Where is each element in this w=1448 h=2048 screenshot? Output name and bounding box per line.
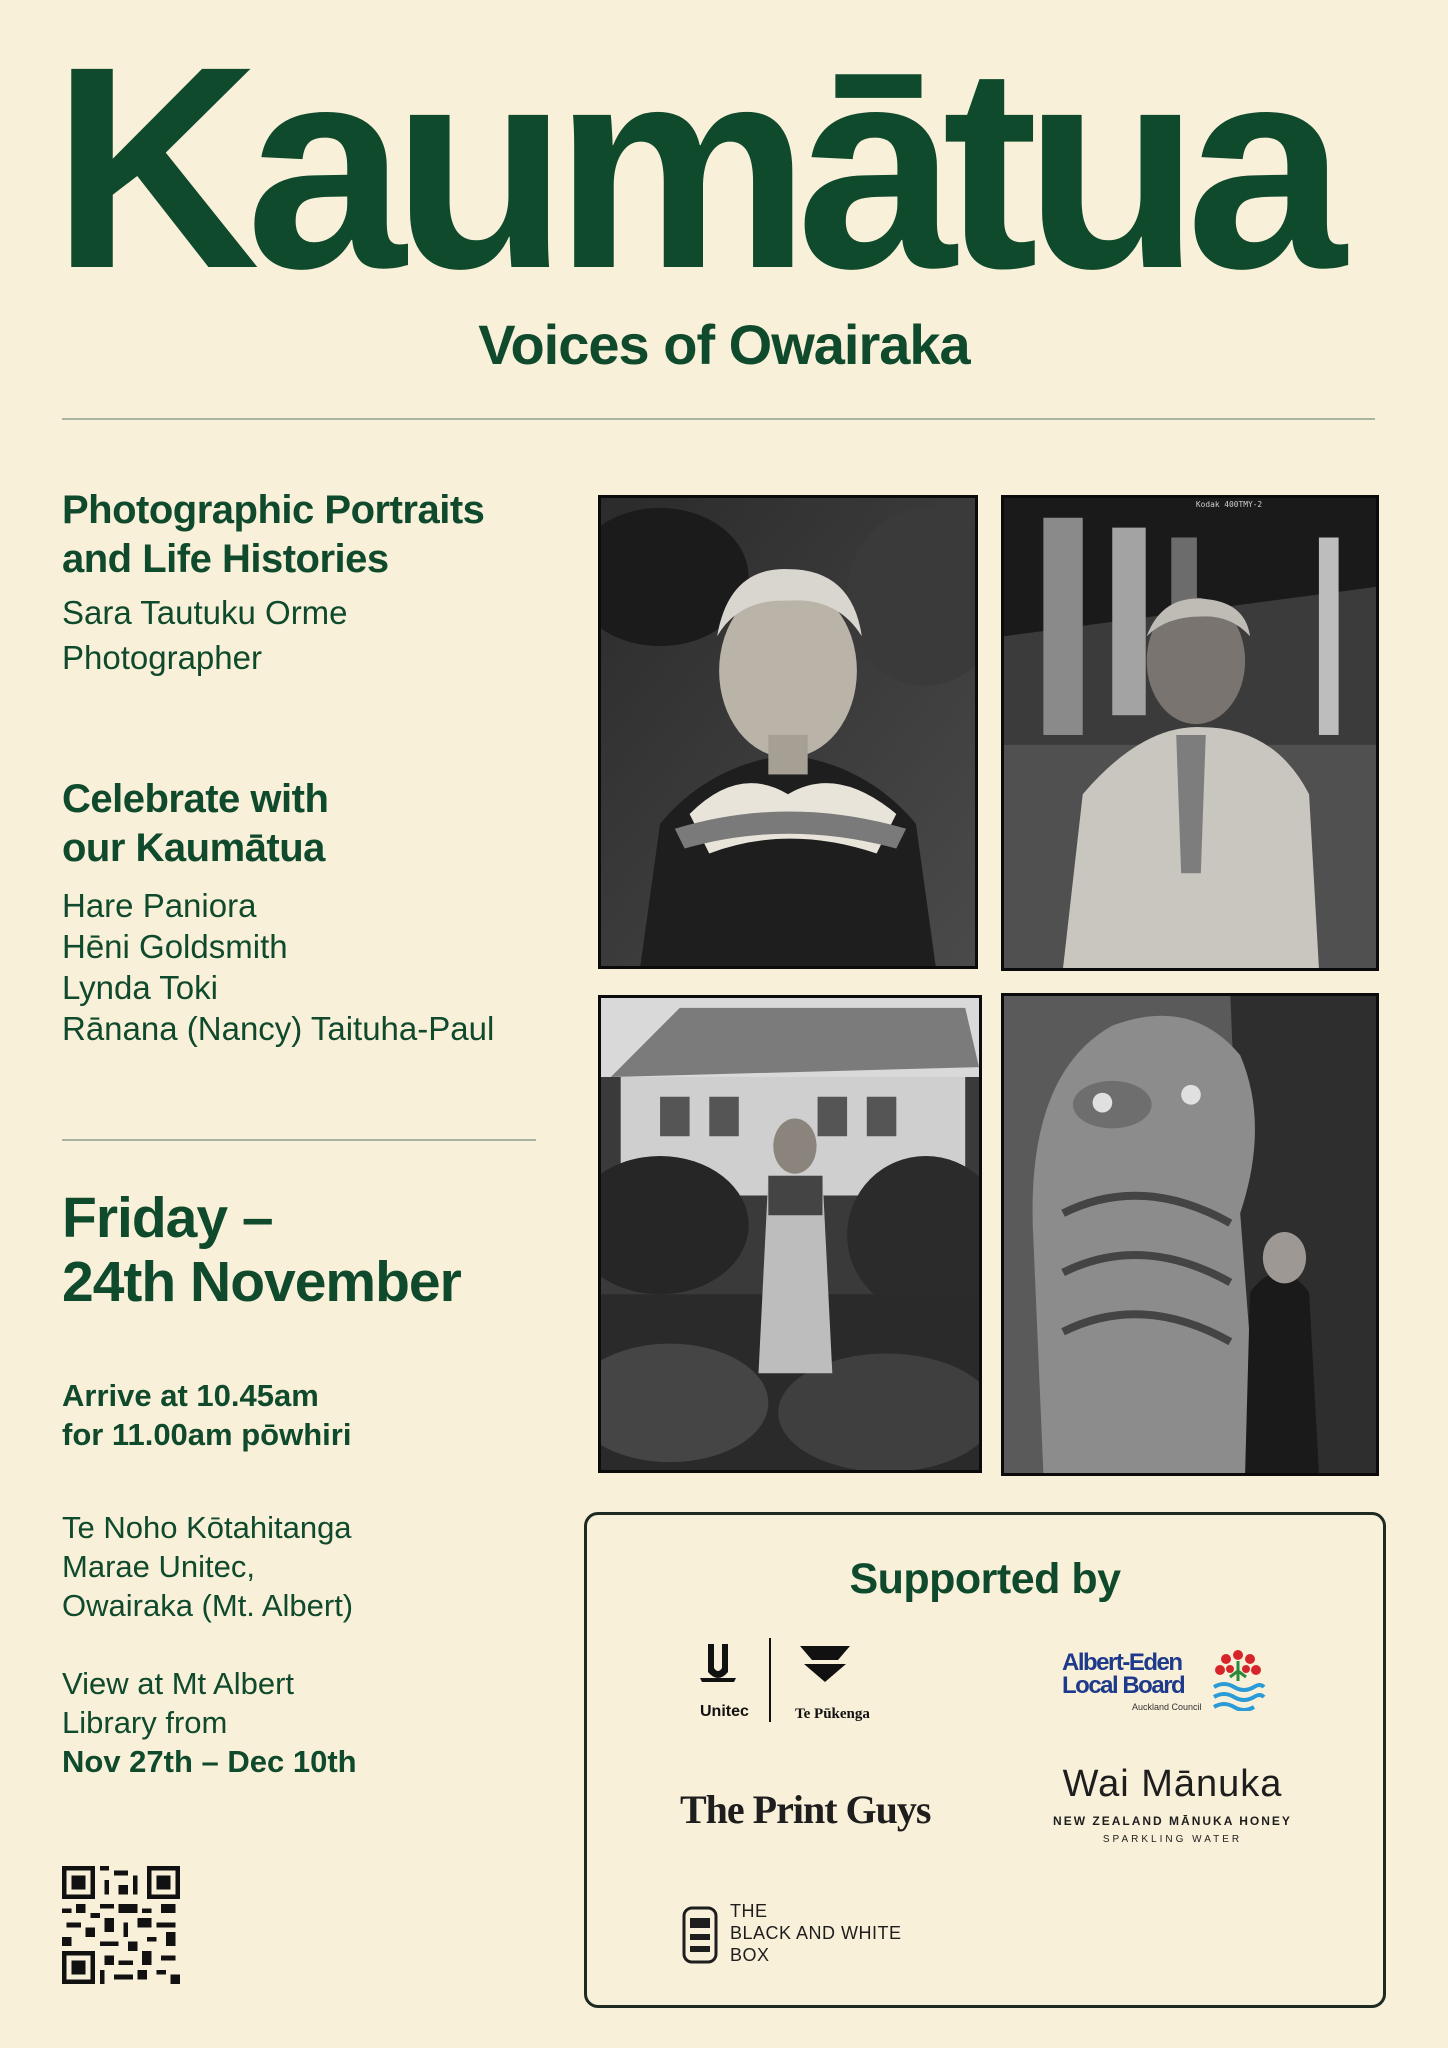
- wai-manuka-wordmark: Wai Mānuka: [1062, 1763, 1283, 1805]
- qr-code[interactable]: [62, 1866, 180, 1984]
- bw-box-line1: THE: [730, 1901, 768, 1921]
- bw-box-line3: BOX: [730, 1945, 770, 1965]
- library-info: [62, 1664, 357, 1781]
- library-line1: View at Mt Albert: [62, 1666, 295, 1701]
- event-date-line1: Friday –: [62, 1186, 273, 1250]
- kaumatua-name: Hare Paniora: [62, 887, 257, 924]
- intro-heading-line2: and Life Histories: [62, 537, 389, 581]
- bw-box-line2: BLACK AND WHITE: [730, 1923, 902, 1943]
- the-print-guys-logo[interactable]: The Print Guys: [680, 1787, 931, 1832]
- auckland-council-label: Auckland Council: [1132, 1702, 1202, 1712]
- arrival-info: [62, 1376, 351, 1454]
- portrait-photo-woman-cloak: [598, 495, 978, 969]
- left-divider: [62, 1139, 536, 1141]
- film-edge-text: Kodak 400TMY-2: [1195, 499, 1263, 509]
- photographer-name: Sara Tautuku Orme: [62, 594, 348, 631]
- event-date: [62, 1186, 461, 1314]
- arrival-line2: for 11.00am pōwhiri: [62, 1417, 352, 1452]
- photographer-role: Photographer: [62, 639, 262, 676]
- unitec-tepukenga-logo[interactable]: [690, 1638, 880, 1726]
- unitec-label: Unitec: [700, 1703, 749, 1720]
- library-dates: Nov 27th – Dec 10th: [62, 1744, 357, 1779]
- celebrate-heading-line2: our Kaumātua: [62, 826, 325, 870]
- intro-section: [62, 486, 484, 678]
- albert-eden-line1: Albert-Eden: [1062, 1649, 1182, 1676]
- venue-info: [62, 1508, 353, 1625]
- portrait-photo-carving: [1001, 993, 1379, 1476]
- albert-eden-local-board-logo[interactable]: [1060, 1647, 1270, 1717]
- sponsors-title: Supported by: [849, 1555, 1121, 1603]
- venue-line3: Owairaka (Mt. Albert): [62, 1588, 354, 1623]
- kaumatua-name: Lynda Toki: [62, 969, 218, 1006]
- venue-line2: Marae Unitec,: [62, 1549, 255, 1584]
- event-date-line2: 24th November: [62, 1250, 461, 1314]
- celebrate-heading-line1: Celebrate with: [62, 777, 329, 821]
- tepukenga-label: Te Pūkenga: [795, 1706, 870, 1722]
- page-title: Kaumātua: [52, 7, 1333, 329]
- intro-heading-line1: Photographic Portraits: [62, 488, 485, 532]
- kaumatua-name: Hēni Goldsmith: [62, 928, 288, 965]
- library-line2: Library from: [62, 1705, 228, 1740]
- pohutukawa-icon: [1208, 1647, 1268, 1711]
- wai-manuka-subline1: NEW ZEALAND MĀNUKA HONEY: [1053, 1814, 1292, 1828]
- page-subtitle: Voices of Owairaka: [478, 313, 970, 376]
- header-divider: [62, 418, 1375, 420]
- black-and-white-box-logo[interactable]: [680, 1900, 940, 1970]
- celebrate-section: [62, 775, 494, 1049]
- albert-eden-line2: Local Board: [1062, 1672, 1185, 1699]
- venue-line1: Te Noho Kōtahitanga: [62, 1510, 352, 1545]
- portrait-photo-man-suit: [1001, 495, 1379, 971]
- portrait-photo-woman-garden: [598, 995, 982, 1473]
- wai-manuka-subline2: SPARKLING WATER: [1102, 1834, 1243, 1845]
- wai-manuka-logo[interactable]: [1040, 1762, 1305, 1845]
- arrival-line1: Arrive at 10.45am: [62, 1378, 319, 1413]
- kaumatua-name: Rānana (Nancy) Taituha-Paul: [62, 1010, 495, 1047]
- film-canister-icon: [680, 1904, 720, 1966]
